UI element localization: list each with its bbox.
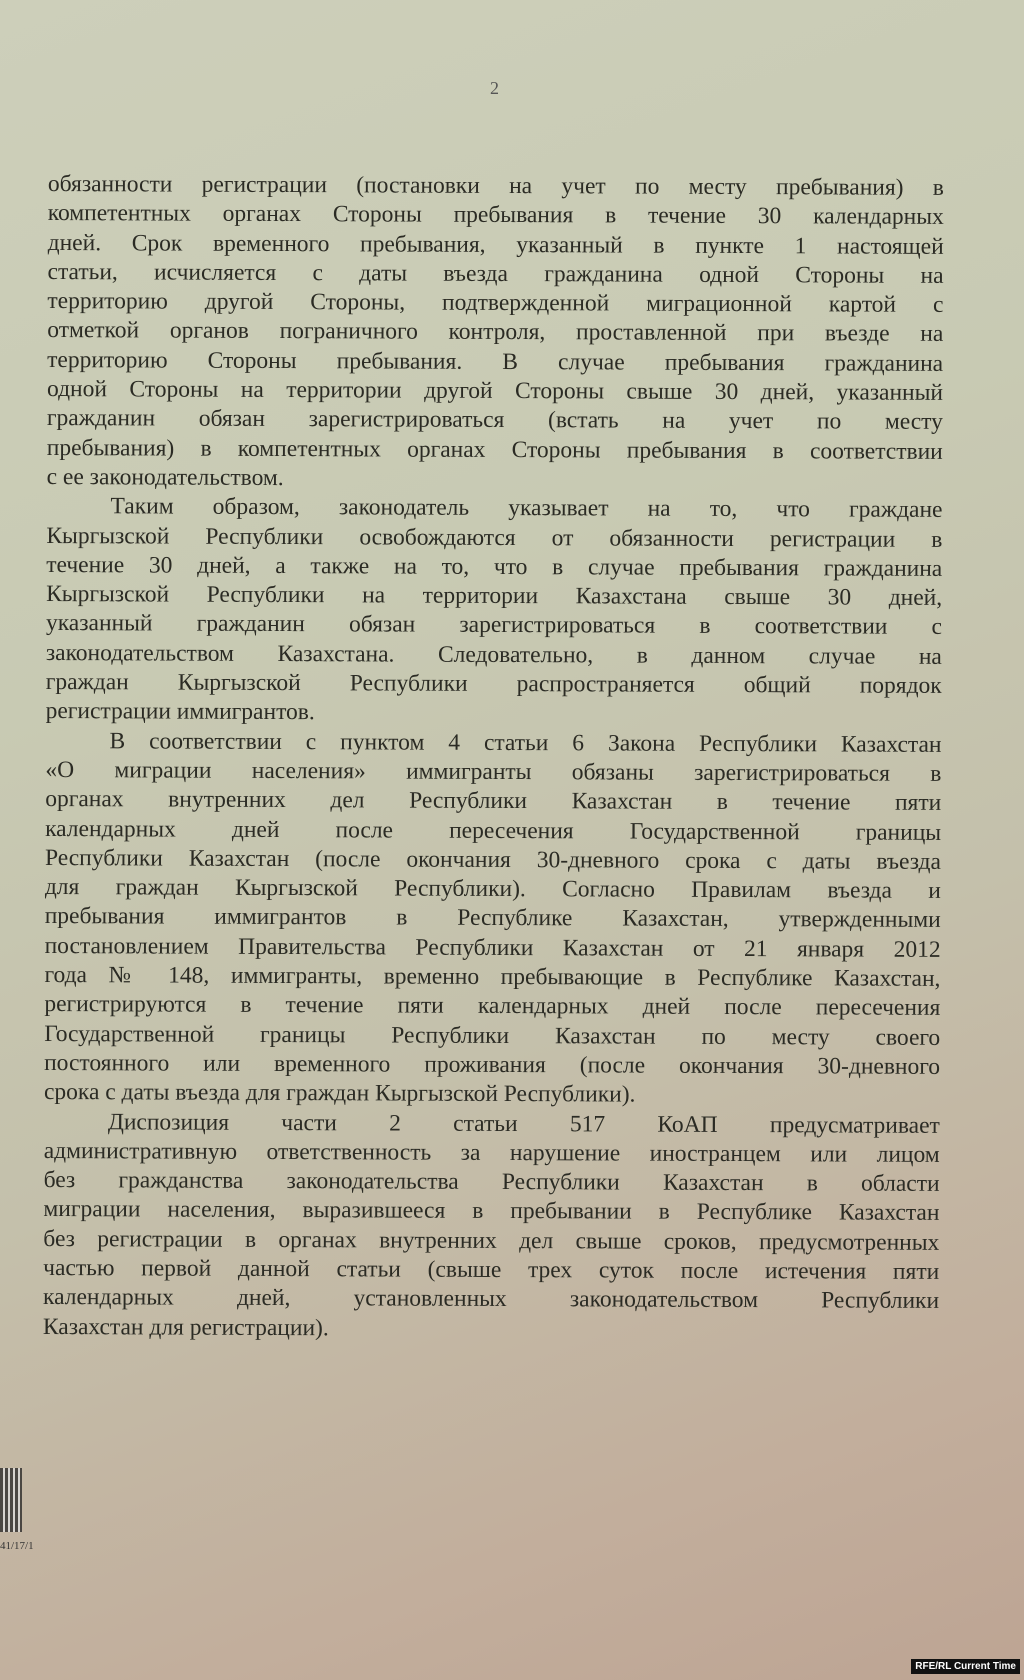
text-line: срока с даты въезда для граждан Кыргызской Республики).: [43, 1079, 636, 1108]
text-line: Таким образом, законодатель указывает на то, что граждане: [110, 493, 943, 524]
text-line: дней. Срок временного пребывания, указанный в пункте 1 настоящей: [47, 229, 944, 260]
text-line: Казахстан для регистрации).: [42, 1313, 329, 1341]
paragraph: [43, 1107, 940, 1345]
text-line: года № 148, иммигранты, временно пребывающие в Республике Казахстан,: [44, 962, 941, 992]
text-line: компетентных органах Стороны пребывания в течение 30 календарных: [47, 200, 944, 231]
paragraph: [47, 170, 944, 496]
text-line: без гражданства законодательства Республики Казахстан в области: [43, 1167, 940, 1197]
text-line: календарных дней, установленных законодательством Республики: [43, 1284, 940, 1315]
text-line: Кыргызской Республики освобождаются от обязанности регистрации в: [46, 522, 943, 553]
page-number: 2: [490, 78, 499, 98]
text-line: «О миграции населения» иммигранты обязаны зарегистрироваться в: [45, 756, 942, 787]
text-line: миграции населения, выразившееся в пребывании в Республике Казахстан: [43, 1196, 940, 1227]
text-line: административную ответственность за нарушение иностранцем или лицом: [43, 1137, 940, 1168]
text-line: статьи, исчисляется с даты въезда гражданина одной Стороны на: [47, 258, 944, 289]
text-line: обязанности регистрации (постановки на учет по месту пребывания) в: [47, 170, 944, 201]
text-line: постоянного или временного проживания (после окончания 30-дневного: [44, 1049, 941, 1080]
text-line: указанный гражданин обязан зарегистрироваться в соответствии с: [45, 610, 943, 641]
text-line: пребывания) в компетентных органах Стороны пребывания в соответствии: [46, 434, 943, 465]
text-line: гражданин обязан зарегистрироваться (встать на учет по месту: [46, 405, 943, 436]
photo-credit: RFE/RL Current Time: [911, 1659, 1020, 1674]
qr-code: [0, 1468, 22, 1532]
text-line: календарных дней после пересечения Государственной границы: [45, 815, 942, 846]
text-line: Кыргызской Республики на территории Казахстана свыше 30 дней,: [46, 581, 943, 612]
text-line: регистрации иммигрантов.: [45, 698, 315, 726]
text-line: Диспозиция части 2 статьи 517 КоАП предусматривает: [107, 1108, 940, 1139]
text-line: В соответствии с пунктом 4 статьи 6 Закона Республики Казахстан: [109, 727, 942, 758]
paragraph: [46, 492, 943, 730]
text-line: частью первой данной статьи (свыше трех суток после истечения пяти: [43, 1254, 940, 1285]
document-body: [43, 170, 944, 1346]
text-line: Государственной границы Республики Казахстан по месту своего: [44, 1020, 941, 1051]
text-line: Республики Казахстан (после окончания 30-дневного срока с даты въезда: [44, 844, 942, 875]
text-line: пребывания иммигрантов в Республике Казахстан, утвержденными: [44, 903, 941, 934]
text-line: без регистрации в органах внутренних дел свыше сроков, предусмотренных: [43, 1225, 940, 1256]
paragraph: [44, 727, 942, 1112]
text-line: отметкой органов пограничного контроля, проставленной при въезде на: [47, 317, 944, 348]
text-line: территорию другой Стороны, подтвержденной миграционной картой с: [47, 288, 944, 319]
text-line: с ее законодательством.: [46, 463, 284, 491]
text-line: одной Стороны на территории другой Стороны свыше 30 дней, указанный: [46, 376, 944, 406]
document-code: 41/17/1: [0, 1540, 34, 1552]
text-line: регистрируются в течение пяти календарных дней после пересечения: [44, 991, 941, 1022]
text-line: постановлением Правительства Республики Казахстан от 21 января 2012: [44, 932, 941, 963]
text-line: органах внутренних дел Республики Казахстан в течение пяти: [45, 786, 942, 817]
text-line: граждан Кыргызской Республики распространяется общий порядок: [45, 669, 942, 699]
text-line: территорию Стороны пребывания. В случае пребывания гражданина: [47, 346, 944, 377]
text-line: течение 30 дней, а также на то, что в случае пребывания гражданина: [46, 551, 943, 582]
text-line: законодательством Казахстана. Следовательно, в данном случае на: [45, 639, 942, 670]
text-line: для граждан Кыргызской Республики). Согласно Правилам въезда и: [44, 874, 941, 905]
